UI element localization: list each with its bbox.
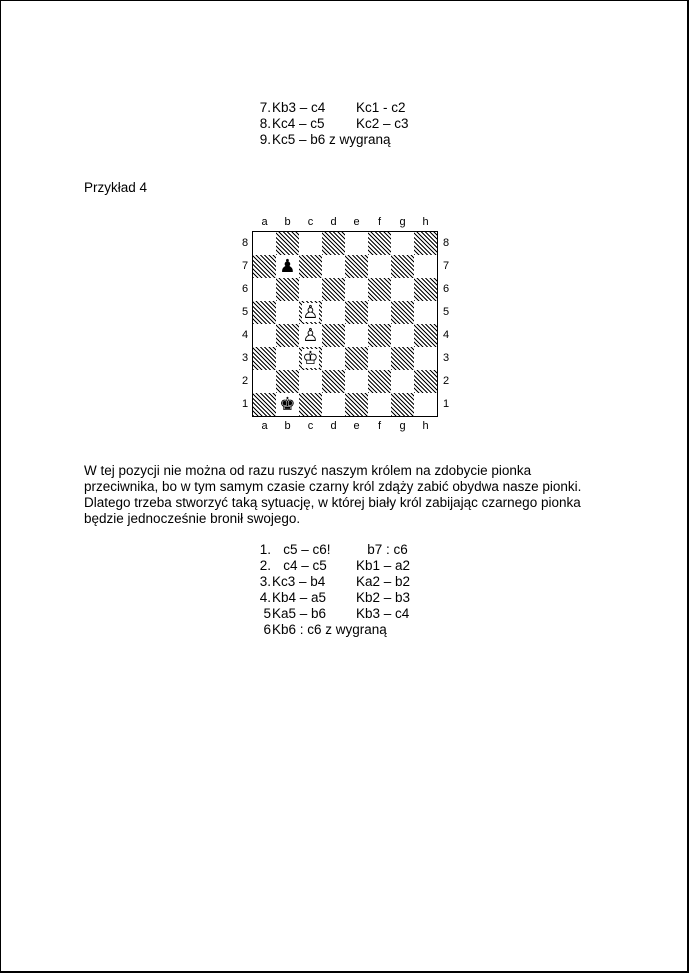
square-f7 <box>368 255 391 278</box>
rank-label: 6 <box>241 283 249 295</box>
move-row <box>251 132 511 148</box>
white-move: Kc5 – b6 z wygraną <box>272 132 391 147</box>
move-number: 7. <box>259 100 271 115</box>
square-c8 <box>299 232 322 255</box>
square-d5 <box>322 301 345 324</box>
square-d4 <box>322 324 345 347</box>
rank-label: 2 <box>442 375 450 387</box>
rank-label: 6 <box>442 283 450 295</box>
black-move: Kc2 – c3 <box>356 116 409 131</box>
move-number: 1. <box>259 542 271 557</box>
move-row <box>251 606 511 622</box>
square-b6 <box>276 278 299 301</box>
square-a4 <box>253 324 276 347</box>
black-move: Kc1 - c2 <box>356 100 406 115</box>
file-label: h <box>422 216 429 228</box>
square-e6 <box>345 278 368 301</box>
move-row <box>251 542 511 558</box>
rank-label: 7 <box>241 260 249 272</box>
rank-label: 8 <box>241 237 249 249</box>
chess-board <box>252 231 438 417</box>
square-g6 <box>391 278 414 301</box>
square-e2 <box>345 370 368 393</box>
white-move: Kb6 : c6 z wygraną <box>272 622 387 637</box>
black-king-icon: ♚ <box>279 394 296 415</box>
move-number: 4. <box>259 590 271 605</box>
square-e7 <box>345 255 368 278</box>
square-a6 <box>253 278 276 301</box>
square-d3 <box>322 347 345 370</box>
black-move: Kb1 – a2 <box>356 558 411 573</box>
square-f3 <box>368 347 391 370</box>
square-b3 <box>276 347 299 370</box>
square-d8 <box>322 232 345 255</box>
file-label: c <box>307 420 314 432</box>
moves-list-bottom <box>251 542 511 638</box>
square-h3 <box>414 347 437 370</box>
square-c7 <box>299 255 322 278</box>
rank-label: 4 <box>442 329 450 341</box>
square-g5 <box>391 301 414 324</box>
file-label: b <box>284 420 291 432</box>
paragraph-line: przeciwnika, bo w tym samym czasie czarny król zdąży zabić obydwa nasze pionki. <box>84 479 582 494</box>
file-label: f <box>377 216 382 228</box>
rank-label: 7 <box>442 260 450 272</box>
file-label: e <box>353 420 360 432</box>
rank-label: 2 <box>241 375 249 387</box>
square-a2 <box>253 370 276 393</box>
white-pawn-icon: ♙ <box>302 302 319 323</box>
square-h4 <box>414 324 437 347</box>
rank-label: 5 <box>241 306 249 318</box>
move-number: 5 <box>263 606 271 621</box>
square-h5 <box>414 301 437 324</box>
file-label: a <box>261 420 268 432</box>
file-label: d <box>330 420 337 432</box>
square-c1 <box>299 393 322 416</box>
white-move: Kc4 – c5 <box>272 116 325 131</box>
white-move: Kb4 – a5 <box>272 590 327 605</box>
square-b8 <box>276 232 299 255</box>
move-row <box>251 574 511 590</box>
square-e5 <box>345 301 368 324</box>
paragraph-line: będzie jednocześnie bronił swojego. <box>84 511 301 526</box>
square-f4 <box>368 324 391 347</box>
explanation-paragraph <box>84 463 624 527</box>
square-b4 <box>276 324 299 347</box>
chess-diagram <box>234 211 464 441</box>
file-label: h <box>422 420 429 432</box>
black-move: Ka2 – b2 <box>356 574 411 589</box>
square-h8 <box>414 232 437 255</box>
file-label: d <box>330 216 337 228</box>
move-row <box>251 558 511 574</box>
example-title: Przykład 4 <box>84 180 148 195</box>
rank-label: 3 <box>442 352 450 364</box>
square-f1 <box>368 393 391 416</box>
white-move: Kb3 – c4 <box>272 100 326 115</box>
white-pawn-icon: ♙ <box>302 325 319 346</box>
square-g3 <box>391 347 414 370</box>
square-a3 <box>253 347 276 370</box>
file-label: e <box>353 216 360 228</box>
rank-label: 5 <box>442 306 450 318</box>
square-h6 <box>414 278 437 301</box>
square-h2 <box>414 370 437 393</box>
paragraph-line: Dlatego trzeba stworzyć taką sytuację, w której biały król zabijając czarnego pionka <box>84 495 581 510</box>
white-move: Kc3 – b4 <box>272 574 326 589</box>
move-number: 9. <box>259 132 271 147</box>
square-a7 <box>253 255 276 278</box>
file-label: a <box>261 216 268 228</box>
square-e1 <box>345 393 368 416</box>
square-f8 <box>368 232 391 255</box>
white-move: c5 – c6! <box>272 542 331 557</box>
square-g4 <box>391 324 414 347</box>
file-label: g <box>399 420 406 432</box>
move-row <box>251 622 511 638</box>
square-e4 <box>345 324 368 347</box>
move-number: 3. <box>259 574 271 589</box>
paragraph-line: W tej pozycji nie można od razu ruszyć naszym królem na zdobycie pionka <box>84 463 532 478</box>
square-d1 <box>322 393 345 416</box>
move-number: 8. <box>259 116 271 131</box>
white-move: Ka5 – b6 <box>272 606 327 621</box>
square-e3 <box>345 347 368 370</box>
move-row <box>251 590 511 606</box>
square-d7 <box>322 255 345 278</box>
square-b5 <box>276 301 299 324</box>
square-a5 <box>253 301 276 324</box>
white-move: c4 – c5 <box>272 558 327 573</box>
square-e8 <box>345 232 368 255</box>
square-c2 <box>299 370 322 393</box>
file-label: f <box>377 420 382 432</box>
rank-label: 3 <box>241 352 249 364</box>
square-f6 <box>368 278 391 301</box>
square-f2 <box>368 370 391 393</box>
rank-label: 1 <box>442 398 450 410</box>
square-c6 <box>299 278 322 301</box>
rank-label: 8 <box>442 237 450 249</box>
square-f5 <box>368 301 391 324</box>
square-a1 <box>253 393 276 416</box>
square-a8 <box>253 232 276 255</box>
square-g2 <box>391 370 414 393</box>
square-h7 <box>414 255 437 278</box>
rank-label: 4 <box>241 329 249 341</box>
white-king-icon: ♔ <box>302 348 319 369</box>
black-move: Kb3 – c4 <box>356 606 410 621</box>
moves-list-top <box>251 100 511 148</box>
move-row <box>251 116 511 132</box>
square-h1 <box>414 393 437 416</box>
square-d2 <box>322 370 345 393</box>
black-move: b7 : c6 <box>356 542 408 557</box>
file-label: g <box>399 216 406 228</box>
move-number: 6 <box>263 622 271 637</box>
square-d6 <box>322 278 345 301</box>
black-pawn-icon: ♟ <box>279 256 296 277</box>
rank-label: 1 <box>241 398 249 410</box>
black-move: Kb2 – b3 <box>356 590 411 605</box>
square-g1 <box>391 393 414 416</box>
square-g8 <box>391 232 414 255</box>
move-row <box>251 100 511 116</box>
file-label: c <box>307 216 314 228</box>
square-b2 <box>276 370 299 393</box>
move-number: 2. <box>259 558 271 573</box>
file-label: b <box>284 216 291 228</box>
square-g7 <box>391 255 414 278</box>
